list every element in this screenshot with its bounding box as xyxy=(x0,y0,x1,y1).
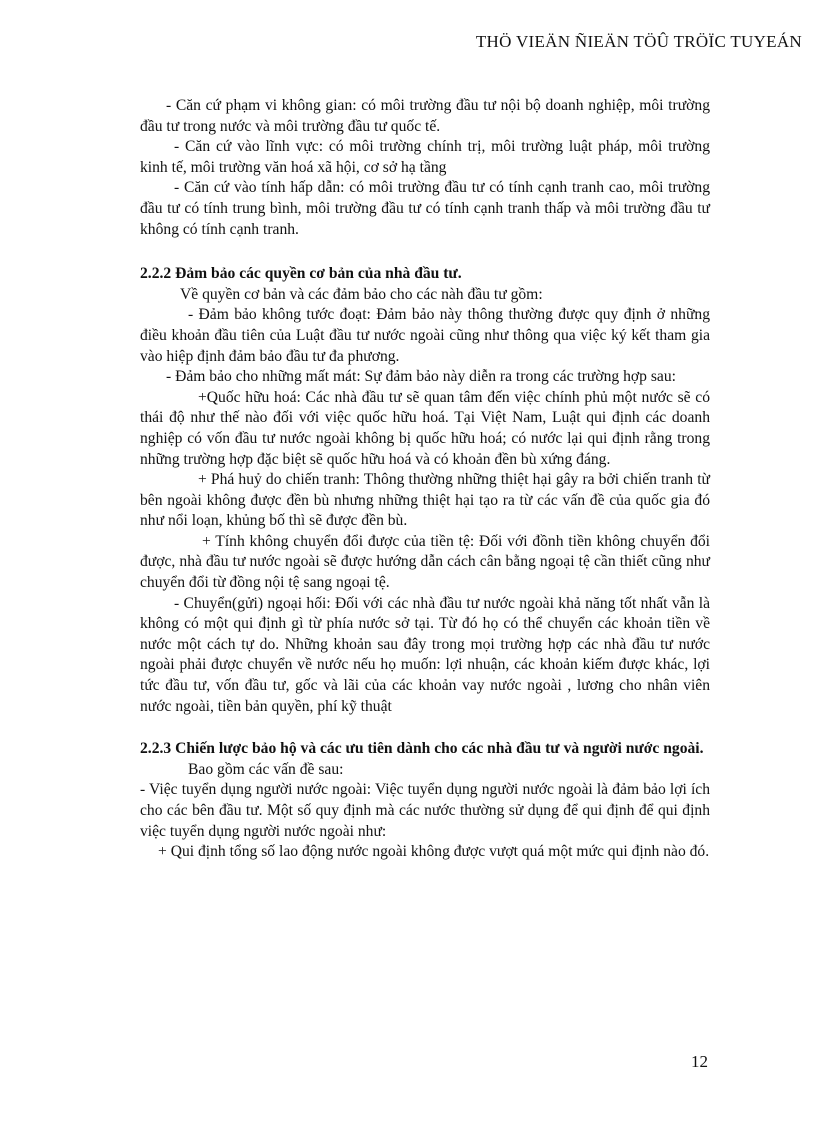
section-intro-2-2-2: Về quyền cơ bản và các đảm bảo cho các nàh đầu tư gồm: xyxy=(180,285,543,303)
paragraph-field: - Căn cứ vào lĩnh vực: có môi trường chính trị, môi trường luật pháp, môi trường kinh tế, môi trường văn hoá xã hội, cơ sở hạ tầng xyxy=(140,138,710,176)
paragraph-war-damage: + Phá huỷ do chiến tranh: Thông thường những thiệt hại gây ra bởi chiến tranh từ bên ngoài không được đền bù nhưng những thiệt hại tạo ra từ các vấn đề của quốc gia đó như nổi loạn, khủng bố thì sẽ được đền bù. xyxy=(140,471,710,530)
paragraph-foreign-exchange: - Chuyển(gửi) ngoại hối: Đối với các nhà đầu tư nước ngoài khả năng tốt nhất vẫn là không có một qui định gì từ phía nước sở tại. Từ đó họ có thể chuyển các khoản tiền về nước một cách tự do. Những khoản sau đây trong mọi trường hợp các nhà đầu tư nước ngoài phải được chuyển về nước nếu họ muốn: lợi nhuận, các khoản kiếm được khác, lợi tức đầu tư, vốn đầu tư, gốc và lãi của các khoản vay nước ngoài , lương cho nhân viên nước ngoài, tiền bản quyền, phí kỹ thuật xyxy=(140,594,710,715)
paragraph-attractiveness: - Căn cứ vào tính hấp dẫn: có môi trường đầu tư có tính cạnh tranh cao, môi trường đầu tư có tính trung bình, môi trường đầu tư có tính cạnh tranh thấp và môi trường đầu tư không có tính cạnh tranh. xyxy=(140,179,710,238)
paragraph-no-expropriation: - Đảm bảo không tước đoạt: Đảm bảo này thông thường được quy định ở những điều khoản đầu tiên của Luật đầu tư nước ngoài cũng như thông qua việc ký kết tham gia vào hiệp định đảm bảo đầu tư đa phương. xyxy=(140,306,710,365)
paragraph-loss-guarantee: - Đảm bảo cho những mất mát: Sự đảm bảo này diễn ra trong các trường hợp sau: xyxy=(166,368,676,386)
paragraph-labor-limit: + Qui định tổng số lao động nước ngoài không được vượt quá một mức qui định nào đó. xyxy=(158,843,710,861)
section-intro-2-2-3: Bao gồm các vấn đề sau: xyxy=(188,760,344,778)
page-header: THÖ VIEÄN ÑIEÄN TÖÛ TRÖÏC TUYEÁN xyxy=(475,32,802,51)
paragraph-currency: + Tính không chuyển đổi được của tiền tệ: Đối với đồnh tiền không chuyển đổi được, nhà đầu tư nước ngoài sẽ được hướng dẫn cách cân bằng ngoại tệ cần thiết cũng như chuyển đổi từ đồng nội tệ sang ngoại tệ. xyxy=(140,532,710,592)
paragraph-recruitment: - Việc tuyển dụng người nước ngoài: Việc tuyển dụng người nước ngoài là đảm bảo lợi ích cho các bên đầu tư. Một số quy định mà các nước thường sử dụng để qui định để qui định việc tuyển dụng người nước ngoài như: xyxy=(140,781,710,840)
document-body xyxy=(140,96,710,863)
paragraph-nationalization: +Quốc hữu hoá: Các nhà đầu tư sẽ quan tâm đến việc chính phủ một nước sẽ có thái độ như thế nào đối với việc quốc hữu hoá. Tại Việt Nam, Luật qui định các doanh nghiệp có vốn đầu tư nước ngoài không bị quốc hữu hoá; có nước lại qui định rằng trong những trường hợp đặc biệt sẽ quốc hữu hoá và có khoản đền bù xứng đáng. xyxy=(140,388,710,468)
section-heading-2-2-2: 2.2.2 Đảm bảo các quyền cơ bản của nhà đầu tư. xyxy=(140,265,462,283)
section-heading-2-2-3: 2.2.3 Chiến lược bảo hộ và các ưu tiên dành cho các nhà đầu tư và người nước ngoài. xyxy=(140,740,704,758)
page-number: 12 xyxy=(691,1052,708,1071)
paragraph-scope: - Căn cứ phạm vi không gian: có môi trường đầu tư nội bộ doanh nghiệp, môi trường đầu tư trong nước và môi trường đầu tư quốc tế. xyxy=(140,97,710,135)
